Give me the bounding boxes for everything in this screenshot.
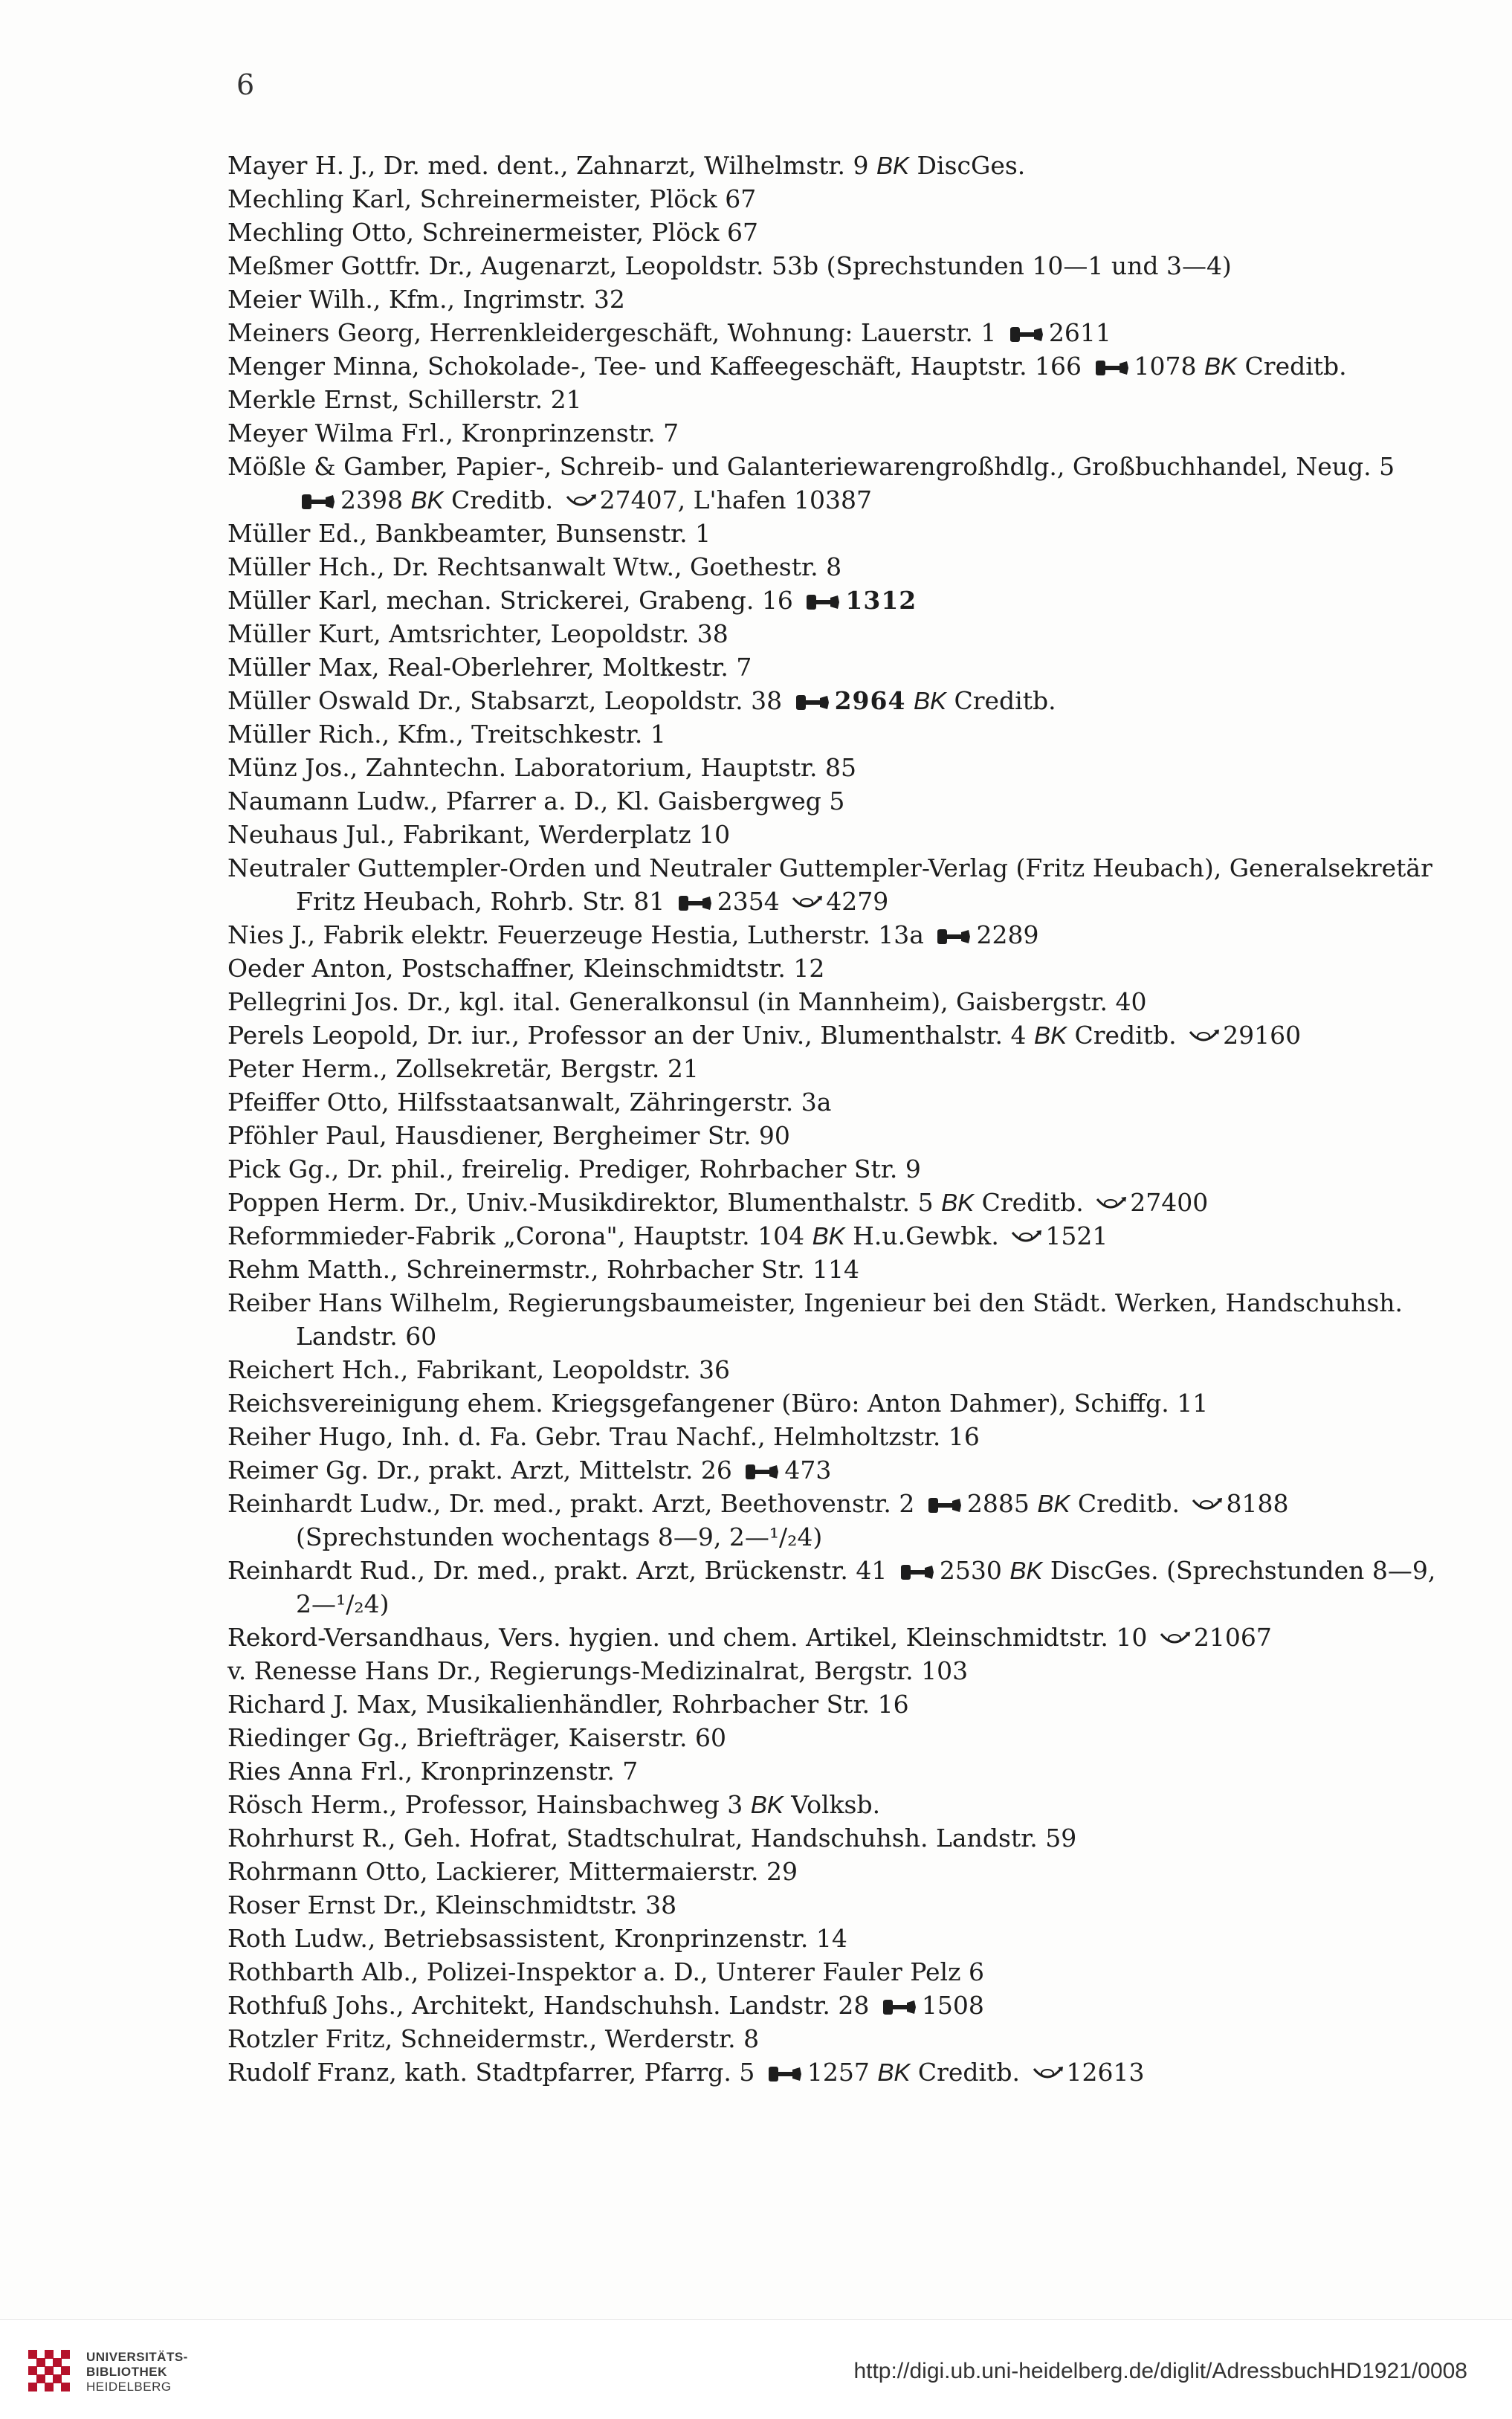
bank-account-marker: BK xyxy=(1204,352,1238,380)
directory-entry xyxy=(227,1922,1447,1955)
postal-check-number: 27400 xyxy=(1130,1188,1209,1217)
bank-account-marker: BK xyxy=(1009,1557,1043,1584)
telephone-receiver-icon xyxy=(805,594,841,610)
directory-entry xyxy=(227,1453,1447,1487)
bank-account-marker: BK xyxy=(410,486,444,514)
directory-entry xyxy=(227,149,1447,182)
entry-text: Nies J., Fabrik elektr. Feuerzeuge Hestia, Lutherstr. 13a xyxy=(227,920,924,949)
bank-name: Volksb. xyxy=(783,1790,881,1819)
bank-name: DiscGes. (Sprechstunden 8—9, 2—¹/₂4) xyxy=(296,1556,1436,1618)
entry-text: Meßmer Gottfr. Dr., Augenarzt, Leopoldstr. 53b (Sprechstunden 10—1 und 3—4) xyxy=(227,251,1232,280)
post-horn-icon xyxy=(1158,1631,1191,1647)
entry-text: Reichsvereinigung ehem. Kriegsgefangener (Büro: Anton Dahmer), Schiffg. 11 xyxy=(227,1389,1209,1418)
entry-text: Müller Ed., Bankbeamter, Bunsenstr. 1 xyxy=(227,519,711,548)
entry-text: Neutraler Guttempler-Orden und Neutraler Guttempler-Verlag (Fritz Heubach), Generalsekretär Fritz Heubach, Rohrb. Str. 81 xyxy=(227,853,1432,916)
entry-text: Rohrhurst R., Geh. Hofrat, Stadtschulrat, Handschuhsh. Landstr. 59 xyxy=(227,1824,1077,1853)
directory-entry xyxy=(227,2022,1447,2055)
bank-account-marker: BK xyxy=(812,1222,845,1250)
directory-entry xyxy=(227,584,1447,617)
page-url-link[interactable]: http://digi.ub.uni-heidelberg.de/diglit/AdressbuchHD1921/0008 xyxy=(853,2359,1467,2383)
phone-number: 2611 xyxy=(1048,318,1111,347)
directory-entry xyxy=(227,1018,1447,1052)
directory-entry xyxy=(227,1186,1447,1219)
directory-entry xyxy=(227,784,1447,818)
directory-entry xyxy=(227,316,1447,349)
directory-entry xyxy=(227,416,1447,450)
entry-text: Oeder Anton, Postschaffner, Kleinschmidtstr. 12 xyxy=(227,954,825,983)
phone-number: 2289 xyxy=(976,920,1039,949)
directory-entry xyxy=(227,1119,1447,1152)
directory-entry xyxy=(227,1654,1447,1688)
postal-check-number: 21067 xyxy=(1193,1623,1272,1652)
entry-text: Roser Ernst Dr., Kleinschmidtstr. 38 xyxy=(227,1890,677,1919)
directory-entry xyxy=(227,717,1447,751)
post-horn-icon xyxy=(1190,1497,1223,1514)
bank-name: H.u.Gewbk. xyxy=(844,1221,999,1250)
post-horn-icon xyxy=(790,895,823,911)
directory-entry xyxy=(227,1688,1447,1721)
page-number: 6 xyxy=(236,68,255,101)
directory-entry xyxy=(227,1955,1447,1989)
entry-text: v. Renesse Hans Dr., Regierungs-Medizinalrat, Bergstr. 103 xyxy=(227,1656,969,1685)
entry-text: Meyer Wilma Frl., Kronprinzenstr. 7 xyxy=(227,419,679,448)
postal-check-number: 1521 xyxy=(1045,1221,1108,1250)
entry-text: Ries Anna Frl., Kronprinzenstr. 7 xyxy=(227,1757,639,1786)
bank-name: Creditb. xyxy=(974,1188,1084,1217)
postal-check-number: 12613 xyxy=(1066,2058,1145,2087)
directory-entry xyxy=(227,216,1447,249)
directory-entry xyxy=(227,550,1447,584)
post-horn-icon xyxy=(564,494,597,510)
directory-entry xyxy=(227,1085,1447,1119)
post-horn-icon xyxy=(1009,1230,1042,1246)
directory-entries xyxy=(227,149,1447,2089)
directory-entry xyxy=(227,383,1447,416)
telephone-receiver-icon xyxy=(936,928,972,945)
entry-text: Rotzler Fritz, Schneidermstr., Werderstr. 8 xyxy=(227,2024,760,2053)
directory-entry xyxy=(227,751,1447,784)
entry-text: Mayer H. J., Dr. med. dent., Zahnarzt, Wilhelmstr. 9 xyxy=(227,151,877,180)
directory-entry xyxy=(227,617,1447,650)
directory-entry xyxy=(227,1353,1447,1386)
bank-account-marker: BK xyxy=(1033,1021,1067,1049)
directory-entry xyxy=(227,1788,1447,1821)
directory-entry xyxy=(227,1253,1447,1286)
library-name xyxy=(86,2350,188,2394)
phone-number: 2530 xyxy=(939,1556,1002,1585)
phone-number: 1257 xyxy=(807,2058,870,2087)
directory-entry xyxy=(227,1721,1447,1754)
entry-text: Meiners Georg, Herrenkleidergeschäft, Wohnung: Lauerstr. 1 xyxy=(227,318,997,347)
directory-entry xyxy=(227,2055,1447,2089)
postal-check-number: 8188 (Sprechstunden wochentags 8—9, 2—¹/₂4) xyxy=(296,1489,1289,1551)
telephone-receiver-icon xyxy=(899,1564,935,1580)
directory-entry xyxy=(227,985,1447,1018)
library-name-line3: HEIDELBERG xyxy=(86,2380,172,2394)
bank-name: Creditb. xyxy=(946,686,1056,715)
directory-entry xyxy=(227,1855,1447,1888)
directory-entry xyxy=(227,1621,1447,1654)
entry-text: Peter Herm., Zollsekretär, Bergstr. 21 xyxy=(227,1054,699,1083)
telephone-receiver-icon xyxy=(927,1497,963,1514)
directory-entry xyxy=(227,851,1447,918)
entry-text: Rösch Herm., Professor, Hainsbachweg 3 xyxy=(227,1790,751,1819)
entry-text: Neuhaus Jul., Fabrikant, Werderplatz 10 xyxy=(227,820,731,849)
entry-text: Reformmieder-Fabrik „Corona", Hauptstr. 104 xyxy=(227,1221,812,1250)
footer-bar xyxy=(0,2319,1512,2419)
bank-name: Creditb. xyxy=(443,485,554,514)
telephone-receiver-icon xyxy=(795,694,830,711)
entry-text: Reinhardt Rud., Dr. med., prakt. Arzt, Brückenstr. 41 xyxy=(227,1556,888,1585)
entry-text: Pick Gg., Dr. phil., freirelig. Prediger, Rohrbacher Str. 9 xyxy=(227,1154,921,1183)
bank-account-marker: BK xyxy=(1037,1490,1070,1517)
telephone-receiver-icon xyxy=(677,895,713,911)
phone-number: 2885 xyxy=(966,1489,1030,1518)
directory-entry xyxy=(227,918,1447,952)
bank-name: Creditb. xyxy=(1070,1489,1180,1518)
directory-entry xyxy=(227,249,1447,282)
entry-text: Mechling Otto, Schreinermeister, Plöck 67 xyxy=(227,218,759,247)
phone-number: 473 xyxy=(784,1456,832,1485)
library-name-line1: UNIVERSITÄTS- xyxy=(86,2350,188,2364)
telephone-receiver-icon xyxy=(882,1999,917,2015)
directory-entry xyxy=(227,952,1447,985)
entry-text: Riedinger Gg., Briefträger, Kaiserstr. 60 xyxy=(227,1723,726,1752)
postal-check-number: 27407, L'hafen 10387 xyxy=(599,485,872,514)
directory-entry xyxy=(227,1052,1447,1085)
bank-account-marker: BK xyxy=(750,1791,784,1818)
entry-text: Reimer Gg. Dr., prakt. Arzt, Mittelstr. 26 xyxy=(227,1456,732,1485)
phone-number: 2354 xyxy=(717,887,780,916)
postal-check-number: 29160 xyxy=(1223,1021,1302,1050)
entry-text: Müller Rich., Kfm., Treitschkestr. 1 xyxy=(227,720,666,749)
directory-entry xyxy=(227,450,1447,517)
directory-entry xyxy=(227,650,1447,684)
bank-account-marker: BK xyxy=(877,2058,911,2086)
entry-text: Reichert Hch., Fabrikant, Leopoldstr. 36 xyxy=(227,1355,730,1384)
bank-account-marker: BK xyxy=(941,1189,975,1216)
bank-account-marker: BK xyxy=(876,152,910,179)
post-horn-icon xyxy=(1187,1029,1220,1045)
library-name-line2: BIBLIOTHEK xyxy=(86,2365,167,2379)
directory-entry xyxy=(227,1386,1447,1420)
entry-text: Rohrmann Otto, Lackierer, Mittermaierstr. 29 xyxy=(227,1857,798,1886)
telephone-receiver-icon xyxy=(767,2066,803,2082)
phone-number: 2398 xyxy=(340,485,403,514)
post-horn-icon xyxy=(1031,2066,1064,2082)
bank-name: Creditb. xyxy=(1237,352,1347,381)
entry-text: Müller Oswald Dr., Stabsarzt, Leopoldstr. 38 xyxy=(227,686,783,715)
entry-text: Reinhardt Ludw., Dr. med., prakt. Arzt, Beethovenstr. 2 xyxy=(227,1489,915,1518)
entry-text: Müller Kurt, Amtsrichter, Leopoldstr. 38 xyxy=(227,619,728,648)
entry-text: Naumann Ludw., Pfarrer a. D., Kl. Gaisbergweg 5 xyxy=(227,787,845,816)
directory-entry xyxy=(227,1487,1447,1554)
entry-text: Pföhler Paul, Hausdiener, Bergheimer Str. 90 xyxy=(227,1121,790,1150)
entry-text: Perels Leopold, Dr. iur., Professor an der Univ., Blumenthalstr. 4 xyxy=(227,1021,1034,1050)
entry-text: Rothfuß Johs., Architekt, Handschuhsh. Landstr. 28 xyxy=(227,1991,870,2020)
entry-text: Menger Minna, Schokolade-, Tee- und Kaffeegeschäft, Hauptstr. 166 xyxy=(227,352,1082,381)
directory-entry xyxy=(227,1754,1447,1788)
university-library-logo-icon xyxy=(27,2348,71,2393)
directory-entry xyxy=(227,282,1447,316)
entry-text: Müller Max, Real-Oberlehrer, Moltkestr. 7 xyxy=(227,653,752,682)
phone-number: 1312 xyxy=(845,586,917,615)
directory-entry xyxy=(227,818,1447,851)
entry-text: Münz Jos., Zahntechn. Laboratorium, Hauptstr. 85 xyxy=(227,753,856,782)
telephone-receiver-icon xyxy=(744,1464,780,1480)
post-horn-icon xyxy=(1094,1196,1127,1212)
directory-entry xyxy=(227,1286,1447,1353)
bank-name: Creditb. xyxy=(1066,1021,1177,1050)
entry-text: Müller Karl, mechan. Strickerei, Grabeng. 16 xyxy=(227,586,793,615)
entry-text: Roth Ludw., Betriebsassistent, Kronprinzenstr. 14 xyxy=(227,1924,847,1953)
entry-text: Rekord-Versandhaus, Vers. hygien. und chem. Artikel, Kleinschmidtstr. 10 xyxy=(227,1623,1148,1652)
directory-entry xyxy=(227,517,1447,550)
bank-name: Creditb. xyxy=(910,2058,1020,2087)
entry-text: Reiher Hugo, Inh. d. Fa. Gebr. Trau Nachf., Helmholtzstr. 16 xyxy=(227,1422,980,1451)
entry-text: Richard J. Max, Musikalienhändler, Rohrbacher Str. 16 xyxy=(227,1690,909,1719)
directory-entry xyxy=(227,1554,1447,1621)
entry-text: Rothbarth Alb., Polizei-Inspektor a. D., Unterer Fauler Pelz 6 xyxy=(227,1957,984,1986)
entry-text: Pfeiffer Otto, Hilfsstaatsanwalt, Zähringerstr. 3a xyxy=(227,1088,832,1117)
directory-entry xyxy=(227,182,1447,216)
directory-entry xyxy=(227,349,1447,383)
directory-entry xyxy=(227,1821,1447,1855)
directory-entry xyxy=(227,1420,1447,1453)
entry-text: Mößle & Gamber, Papier-, Schreib- und Galanteriewarengroßhdlg., Großbuchhandel, Neug. 5 xyxy=(227,452,1395,481)
directory-entry xyxy=(227,1989,1447,2022)
telephone-receiver-icon xyxy=(1094,360,1130,376)
directory-entry xyxy=(227,684,1447,717)
entry-text: Rehm Matth., Schreinermstr., Rohrbacher Str. 114 xyxy=(227,1255,860,1284)
entry-text: Müller Hch., Dr. Rechtsanwalt Wtw., Goethestr. 8 xyxy=(227,552,842,581)
directory-entry xyxy=(227,1888,1447,1922)
telephone-receiver-icon xyxy=(1009,326,1044,343)
phone-number: 1508 xyxy=(921,1991,984,2020)
telephone-receiver-icon xyxy=(300,494,336,510)
postal-check-number: 4279 xyxy=(826,887,889,916)
entry-text: Merkle Ernst, Schillerstr. 21 xyxy=(227,385,582,414)
entry-text: Rudolf Franz, kath. Stadtpfarrer, Pfarrg. 5 xyxy=(227,2058,755,2087)
entry-text: Poppen Herm. Dr., Univ.-Musikdirektor, Blumenthalstr. 5 xyxy=(227,1188,942,1217)
entry-text: Meier Wilh., Kfm., Ingrimstr. 32 xyxy=(227,285,625,314)
entry-text: Reiber Hans Wilhelm, Regierungsbaumeister, Ingenieur bei den Städt. Werken, Handschuhsh. Landstr. 60 xyxy=(227,1288,1403,1351)
bank-account-marker: BK xyxy=(913,687,946,714)
bank-name: DiscGes. xyxy=(909,151,1026,180)
directory-entry xyxy=(227,1219,1447,1253)
directory-entry xyxy=(227,1152,1447,1186)
entry-text: Pellegrini Jos. Dr., kgl. ital. Generalkonsul (in Mannheim), Gaisbergstr. 40 xyxy=(227,987,1147,1016)
entry-text: Mechling Karl, Schreinermeister, Plöck 67 xyxy=(227,184,757,213)
phone-number: 2964 xyxy=(834,686,906,715)
phone-number: 1078 xyxy=(1134,352,1197,381)
